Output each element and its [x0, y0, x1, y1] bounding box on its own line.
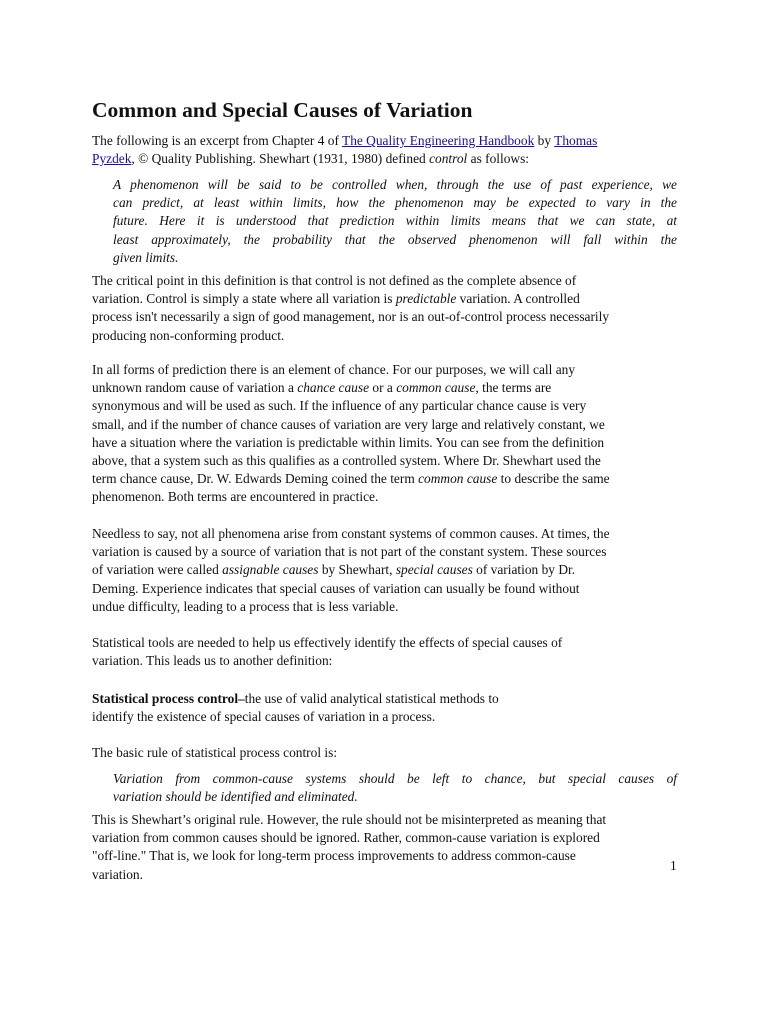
text-line: "off-line." That is, we look for long-term process improvements to address common-cause — [92, 848, 576, 864]
paragraph-basic-rule — [92, 744, 677, 762]
text-line: variation. This leads us to another definition: — [92, 653, 333, 669]
emphasis-common-cause: common cause — [396, 380, 476, 396]
text-line: term chance cause, Dr. W. Edwards Deming coined the term — [92, 471, 419, 487]
intro-paragraph — [92, 132, 677, 168]
text-line: variation from common causes should be ignored. Rather, common-cause variation is explored — [92, 830, 600, 846]
spc-definition — [92, 690, 677, 726]
paragraph-chance-cause — [92, 361, 677, 507]
text-line: above, that a system such as this qualifies as a controlled system. Where Dr. Shewhart used the — [92, 453, 601, 469]
text-line: synonymous and will be used as such. If the influence of any particular chance cause is very — [92, 398, 587, 414]
text-line: Statistical tools are needed to help us effectively identify the effects of special causes of — [92, 635, 563, 650]
text-line: process isn't necessarily a sign of good management, nor is an out-of-control process necessarily — [92, 309, 610, 325]
text-line: The basic rule of statistical process control is: — [92, 745, 338, 760]
text-line: of variation were called — [92, 562, 223, 578]
shewhart-definition-quote — [113, 176, 677, 267]
text-line: Needless to say, not all phenomena arise from constant systems of common causes. At times, the — [92, 526, 610, 541]
paragraph-special-causes — [92, 525, 677, 616]
text-line: or a — [369, 380, 397, 396]
text-line: unknown random cause of variation a — [92, 380, 298, 396]
text-line: variation. — [92, 866, 143, 882]
emphasis-special-causes: special causes — [395, 562, 473, 578]
quote-line: least approximately, the probability that the observed phenomenon will fall within the — [113, 231, 677, 247]
quote-line: A phenomenon will be said to be controlled when, through the use of past experience, we — [113, 177, 677, 192]
text-line: variation. A controlled — [456, 291, 580, 307]
page-title: Common and Special Causes of Variation — [92, 98, 473, 122]
text-line: undue difficulty, leading to a process that is less variable. — [92, 598, 399, 614]
paragraph-statistical-tools — [92, 634, 677, 670]
quote-line: variation should be identified and eliminated. — [113, 789, 358, 805]
intro-text: as follows: — [467, 151, 530, 167]
text-line: phenomenon. Both terms are encountered in practice. — [92, 489, 379, 505]
text-line: , the terms are — [475, 380, 552, 396]
text-line: producing non-conforming product. — [92, 327, 285, 343]
quote-line: can predict, at least within limits, how the phenomenon may be expected to vary in the — [113, 195, 677, 211]
emphasis-assignable-causes: assignable causes — [222, 562, 319, 578]
author-link[interactable]: Pyzdek — [92, 151, 132, 167]
quote-line: future. Here it is understood that prediction within limits means that we can state, at — [113, 213, 677, 229]
emphasis-chance-cause: chance cause — [297, 380, 370, 396]
definition-term: Statistical process control– — [92, 691, 245, 706]
text-line: to describe the same — [497, 471, 610, 487]
emphasis-control: control — [429, 151, 468, 167]
text-line: identify the existence of special causes of variation in a process. — [92, 709, 436, 725]
author-link[interactable]: Thomas — [554, 133, 598, 148]
quote-line: Variation from common-cause systems should be left to chance, but special causes of — [113, 771, 677, 786]
text-line: variation. Control is simply a state where all variation is — [92, 291, 396, 307]
text-line: of variation by Dr. — [472, 562, 576, 578]
text-line: The critical point in this definition is that control is not defined as the complete absence of — [92, 273, 577, 288]
text-line: This is Shewhart’s original rule. However, the rule should not be misinterpreted as meaning that — [92, 812, 607, 827]
intro-text: by — [534, 133, 555, 148]
text-line: have a situation where the variation is predictable within limits. You can see from the definition — [92, 434, 605, 450]
text-line: small, and if the number of chance causes of variation are very large and relatively constant, we — [92, 416, 605, 432]
paragraph-control-definition — [92, 272, 677, 345]
emphasis-common-cause: common cause — [418, 471, 498, 487]
book-link[interactable]: The Quality Engineering Handbook — [342, 133, 535, 148]
text-line: In all forms of prediction there is an element of chance. For our purposes, we will call any — [92, 362, 576, 377]
text-line: variation is caused by a source of variation that is not part of the constant system. These sources — [92, 544, 607, 560]
text-line: the use of valid analytical statistical methods to — [244, 691, 499, 706]
page-number: 1 — [670, 858, 677, 873]
quote-line: given limits. — [113, 249, 179, 265]
emphasis-predictable: predictable — [395, 291, 457, 307]
intro-text: The following is an excerpt from Chapter 4 of — [92, 133, 343, 148]
paragraph-shewhart-rule — [92, 811, 677, 884]
basic-rule-quote — [113, 770, 677, 806]
intro-text: , © Quality Publishing. Shewhart (1931, 1980) defined — [131, 151, 430, 167]
text-line: by Shewhart, — [318, 562, 396, 578]
text-line: Deming. Experience indicates that special causes of variation can usually be found without — [92, 580, 580, 596]
